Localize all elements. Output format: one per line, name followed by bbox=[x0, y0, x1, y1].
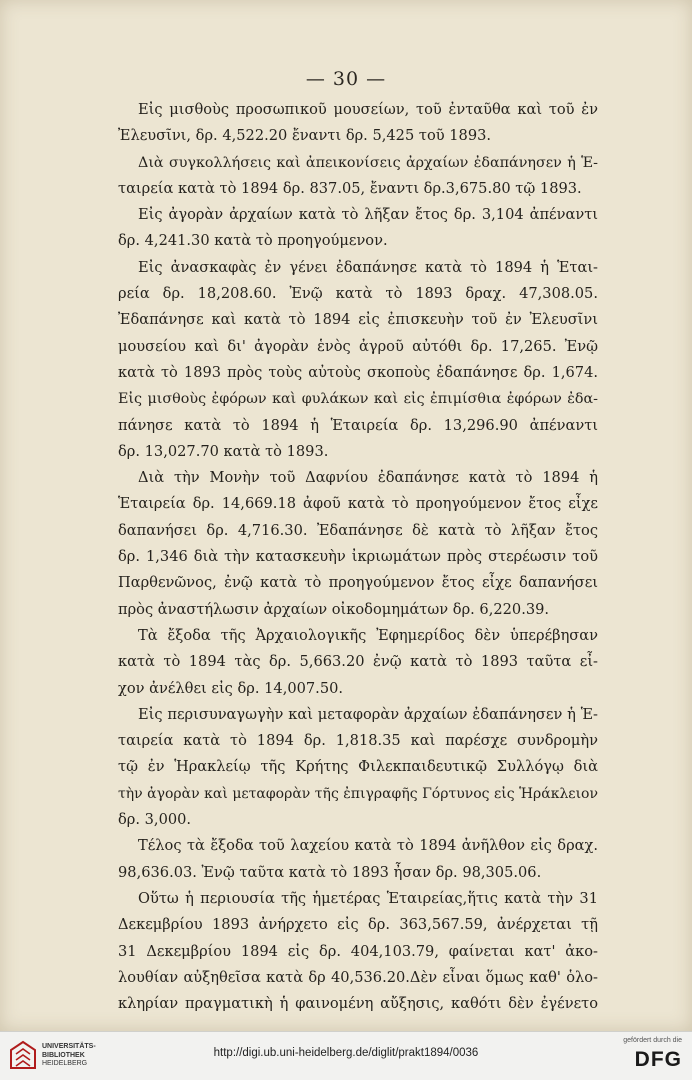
text-line: Ἐλευσῖνι, δρ. 4,522.20 ἔναντι δρ. 5,425 τοῦ 1893. bbox=[118, 127, 492, 145]
text-line: 31 Δεκεμβρίου 1894 εἰς δρ. 404,103.79, φαίνεται κατ' ἀκο- bbox=[118, 942, 598, 960]
body-text bbox=[118, 97, 598, 1017]
text-line: δρ. 4,241.30 κατὰ τὸ προηγούμενον. bbox=[118, 232, 388, 250]
text-line: πάνησε κατὰ τὸ 1894 ἡ Ἑταιρεία δρ. 13,296.90 ἀπέναντι bbox=[118, 416, 598, 434]
text-line: ταιρεία κατὰ τὸ 1894 δρ. 1,818.35 καὶ παρέσχε συνδρομὴν bbox=[118, 732, 598, 750]
text-line: κατὰ τὸ 1893 πρὸς τοὺς αὐτοὺς σκοποὺς ἐδαπάνησε δρ. 1,674. bbox=[118, 363, 598, 381]
library-name-line2: BIBLIOTHEK bbox=[42, 1051, 85, 1059]
text-line: Ἑταιρεία δρ. 14,669.18 ἀφοῦ κατὰ τὸ προηγούμενον ἔτος εἶχε bbox=[118, 495, 598, 513]
text-line: Παρθενῶνος, ἐνῷ κατὰ τὸ προηγούμενον ἔτος εἶχε δαπανήσει bbox=[118, 574, 598, 592]
text-line: πρὸς ἀναστήλωσιν ἀρχαίων οἰκοδομημάτων δρ. 6,220.39. bbox=[118, 600, 550, 618]
text-line: δρ. 3,000. bbox=[118, 811, 192, 829]
text-line: Οὕτω ἡ περιουσία τῆς ἡμετέρας Ἑταιρείας,ἥτις κατὰ τὴν 31 bbox=[138, 889, 598, 907]
library-name-line3: HEIDELBERG bbox=[42, 1060, 88, 1067]
text-line: 98,636.03. Ἐνῷ ταῦτα κατὰ τὸ 1893 ἦσαν δρ. 98,305.06. bbox=[118, 863, 542, 881]
text-line: Τέλος τὰ ἔξοδα τοῦ λαχείου κατὰ τὸ 1894 ἀνῆλθον εἰς δραχ. bbox=[138, 837, 598, 855]
text-line: λουθίαν αὐξηθεῖσα κατὰ δρ 40,536.20.Δὲν εἶναι ὅμως καθ' ὁλο- bbox=[118, 968, 598, 986]
footer-bar bbox=[0, 1031, 692, 1080]
text-line: Ἐδαπάνησε καὶ κατὰ τὸ 1894 εἰς ἐπισκευὴν τοῦ ἐν Ἐλευσῖνι bbox=[118, 311, 598, 329]
page-number: — 30 — bbox=[305, 68, 387, 90]
dfg-logo: DFG bbox=[634, 1048, 682, 1071]
text-line: κληρίαν πραγματικὴ ἡ φαινομένη αὔξησις, καθότι δὲν ἐγένετο bbox=[118, 995, 598, 1013]
text-line: τῷ ἐν Ἡρακλείῳ τῆς Κρήτης Φιλεκπαιδευτικῷ Συλλόγῳ διὰ bbox=[118, 758, 598, 776]
text-line: Εἰς ἀνασκαφὰς ἐν γένει ἐδαπάνησε κατὰ τὸ 1894 ἡ Ἑται- bbox=[138, 258, 598, 276]
text-line: Εἰς ἀγορὰν ἀρχαίων κατὰ τὸ λῆξαν ἔτος δρ. 3,104 ἀπέναντι bbox=[138, 206, 598, 224]
permalink-url[interactable]: http://digi.ub.uni-heidelberg.de/diglit/prakt1894/0036 bbox=[213, 1047, 479, 1059]
text-line: κατὰ τὸ 1894 τὰς δρ. 5,663.20 ἐνῷ κατὰ τὸ 1893 ταῦτα εἶ- bbox=[118, 653, 598, 671]
text-line: χον ἀνέλθει εἰς δρ. 14,007.50. bbox=[118, 679, 344, 697]
text-line: μουσείου καὶ δι' ἀγορὰν ἑνὸς ἀγροῦ αὐτόθι δρ. 17,265. Ἐνῷ bbox=[118, 337, 598, 355]
text-line: ταιρεία κατὰ τὸ 1894 δρ. 837.05, ἔναντι δρ.3,675.80 τῷ 1893. bbox=[118, 179, 582, 197]
library-name-line1: UNIVERSITÄTS- bbox=[42, 1043, 96, 1050]
text-line: Εἰς περισυναγωγὴν καὶ μεταφορὰν ἀρχαίων ἐδαπάνησεν ἡ Ἑ- bbox=[138, 705, 598, 723]
funded-by-label: gefördert durch die bbox=[623, 1037, 682, 1044]
text-line: Δεκεμβρίου 1893 ἀνήρχετο εἰς δρ. 363,567.59, ἀνέρχεται τῇ bbox=[118, 916, 598, 934]
text-line: δρ. 13,027.70 κατὰ τὸ 1893. bbox=[118, 442, 329, 460]
text-line: δαπανήσει δρ. 4,716.30. Ἐδαπάνησε δὲ κατὰ τὸ λῆξαν ἔτος bbox=[118, 521, 598, 539]
text-line: Εἰς μισθοὺς ἐφόρων καὶ φυλάκων καὶ εἰς ἐπιμίσθια ἐφόρων ἐδα- bbox=[118, 391, 598, 408]
text-line: τὴν ἀγορὰν καὶ μεταφορὰν τῆς ἐπιγραφῆς Γόρτυνος εἰς Ἡράκλειον bbox=[118, 785, 598, 802]
text-line: Διὰ συγκολλήσεις καὶ ἀπεικονίσεις ἀρχαίων ἐδαπάνησεν ἡ Ἑ- bbox=[138, 154, 598, 171]
text-line: Εἰς μισθοὺς προσωπικοῦ μουσείων, τοῦ ἐνταῦθα καὶ τοῦ ἐν bbox=[138, 101, 598, 118]
text-line: Τὰ ἔξοδα τῆς Ἀρχαιολογικῆς Ἐφημερίδος δὲν ὑπερέβησαν bbox=[138, 626, 598, 644]
text-line: ρεία δρ. 18,208.60. Ἐνῷ κατὰ τὸ 1893 δραχ. 47,308.05. bbox=[118, 285, 598, 303]
text-line: δρ. 1,346 διὰ τὴν κατασκευὴν ἰκριωμάτων πρὸς στερέωσιν τοῦ bbox=[118, 548, 598, 566]
text-line: Διὰ τὴν Μονὴν τοῦ Δαφνίου ἐδαπάνησε κατὰ τὸ 1894 ἡ bbox=[138, 469, 598, 487]
